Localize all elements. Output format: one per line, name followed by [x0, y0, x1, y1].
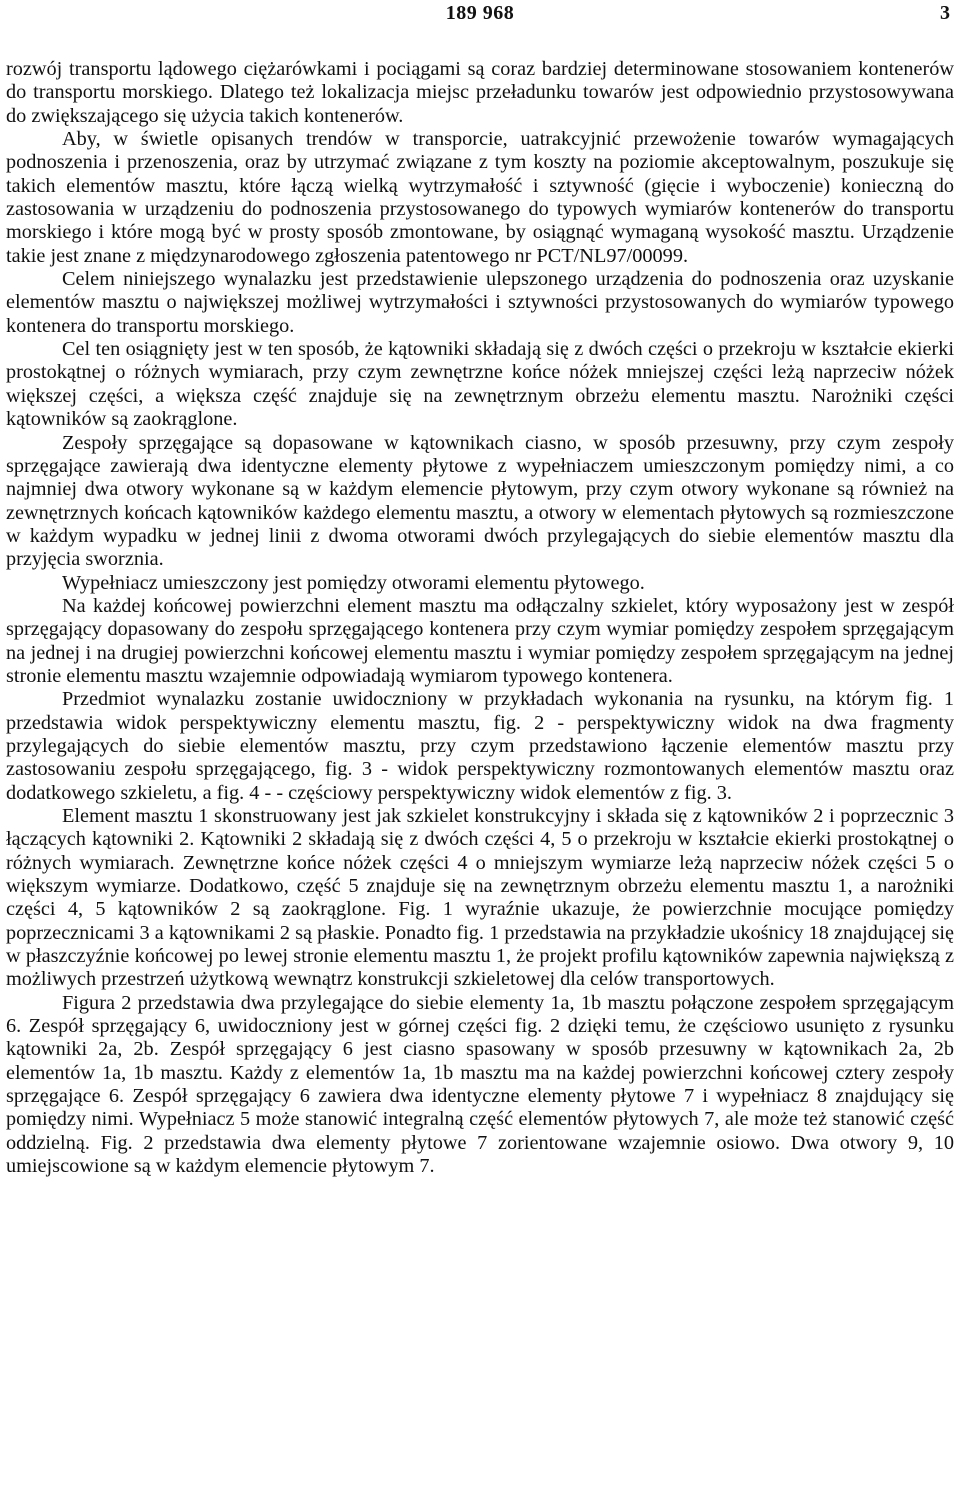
paragraph: Wypełniacz umieszczony jest pomiędzy otworami elementu płytowego.	[62, 571, 645, 594]
page-header	[6, 0, 954, 30]
paragraph: Aby, w świetle opisanych trendów w transporcie, uatrakcyjnić przewożenie towarów wymagających podnoszenia i przenoszenia, oraz by utrzymać związane z tym koszty na poziomie akceptowalnym, poszukuje się takich elementów masztu, które łączą wielką wytrzymałość i sztywność (gięcie i wyboczenie) konieczną do zastosowania w urządzeniu do podnoszenia przystosowanego do typowych wymiarów kontenerów do transportu morskiego i które mogą być w prosty sposób zmontowane, by osiągnąć wymaganą wysokość masztu. Urządzenie takie jest znane z międzynarodowego zgłoszenia patentowego nr PCT/NL97/00099.	[6, 128, 954, 267]
paragraph: Figura 2 przedstawia dwa przylegające do siebie elementy 1a, 1b masztu połączone zespołem sprzęgającym 6. Zespół sprzęgający 6, uwidoczniony jest w górnej części fig. 2 dzięki temu, że częściowo usunięto z rysunku kątowniki 2a, 2b. Zespół sprzęgający 6 jest ciasno spasowany w sposób przesuwny w kątownikach 2a, 2b elementów 1a, 1b masztu. Każdy z elementów 1a, 1b masztu ma na każdej powierzchni końcowej cztery zespoły sprzęgające 6. Zespół sprzęgający 6 zawiera dwa identyczne elementy płytowe 7 i wypełniacz 8 znajdujący się pomiędzy nimi. Wypełniacz 5 może stanowić integralną część elementów płytowych 7, ale może też stanowić część oddzielną. Fig. 2 przedstawia dwa elementy płytowe 7 zorientowane wzajemnie osiowo. Dwa otwory 9, 10 umiejscowione są w każdym elemencie płytowym 7.	[6, 991, 954, 1178]
document-page	[6, 0, 954, 1488]
paragraph: Element masztu 1 skonstruowany jest jak szkielet konstrukcyjny i składa się z kątowników 2 i poprzecznic 3 łączących kątowniki 2. Kątowniki 2 składają się z dwóch części 4, 5 o przekroju w kształcie ekierki prostokątnej o różnych wymiarach. Zewnętrzne końce nóżek części 4 o mniejszym wymiarze leżą naprzeciw nóżek części 5 o większym wymiarze. Dodatkowo, część 5 znajduje się na zewnętrznym obrzeżu elementu masztu 1, a narożniki części 4, 5 kątowników 2 są zaokrąglone. Fig. 1 wyraźnie ukazuje, że powierzchnie mocujące pomiędzy poprzecznicami 3 a kątownikami 2 są płaskie. Ponadto fig. 1 przedstawia na przykładzie ukośnicy 18 znajdującej się w płaszczyźnie końcowej po lewej stronie elementu masztu 1, że projekt profilu kątowników zapewnia największą z możliwych przestrzeń użytkową wewnątrz konstrukcji szkieletowej dla celów transportowych.	[6, 805, 954, 991]
paragraph: Cel ten osiągnięty jest w ten sposób, że kątowniki składają się z dwóch części o przekroju w kształcie ekierki prostokątnej o różnych wymiarach, przy czym zewnętrzne końce nóżek mniejszej części leżą naprzeciw nóżek większej części, a większa część znajduje się na zewnętrznym obrzeżu elementu masztu. Narożniki części kątowników są zaokrąglone.	[6, 338, 954, 431]
paragraph: Celem niniejszego wynalazku jest przedstawienie ulepszonego urządzenia do podnoszenia oraz uzyskanie elementów masztu o największej możliwej wytrzymałości i sztywności przystosowanych do wymiarów typowego kontenera do transportu morskiego.	[6, 268, 954, 337]
paragraph: rozwój transportu lądowego ciężarówkami i pociągami są coraz bardziej determinowane stosowaniem kontenerów do transportu morskiego. Dlatego też lokalizacja miejsc przeładunku towarów jest odpowiednio przystosowywana do zwiększającego się użycia takich kontenerów.	[6, 58, 954, 127]
document-number: 189 968	[445, 2, 515, 24]
page-number: 3	[940, 2, 950, 24]
paragraph: Zespoły sprzęgające są dopasowane w kątownikach ciasno, w sposób przesuwny, przy czym zespoły sprzęgające zawierają dwa identyczne elementy płytowe z wypełniaczem umieszczonym pomiędzy nimi, a co najmniej dwa otwory wykonane są w każdym elemencie płytowym, przy czym otwory wykonane są również na zewnętrznych końcach kątowników każdego elementu masztu, a otwory w elementach płytowych są rozmieszczone w każdym wypadku w jednej linii z dwoma otworami dwóch przylegających do siebie elementów masztu dla przyjęcia sworznia.	[6, 431, 954, 571]
paragraph: Na każdej końcowej powierzchni element masztu ma odłączalny szkielet, który wyposażony jest w zespół sprzęgający dopasowany do zespołu sprzęgającego kontenera przy czym wymiar pomiędzy zespołem sprzęgającym na jednej i na drugiej powierzchni końcowej elementu masztu i wymiar pomiędzy zespołem sprzęgającym na jednej stronie elementu masztu wzajemnie odpowiadają wymiarom typowego kontenera.	[6, 594, 954, 687]
paragraph: Przedmiot wynalazku zostanie uwidoczniony w przykładach wykonania na rysunku, na którym fig. 1 przedstawia widok perspektywiczny elementu masztu, fig. 2 - perspektywiczny widok na dwa fragmenty przylegających do siebie elementów masztu, przy czym przedstawiono łączenie elementów masztu przy zastosowaniu zespołu sprzęgającego, fig. 3 - widok perspektywiczny rozmontowanych elementów masztu oraz dodatkowego szkieletu, a fig. 4 - - częściowy perspektywiczny widok elementów z fig. 3.	[6, 688, 954, 804]
body-text	[6, 58, 954, 1179]
